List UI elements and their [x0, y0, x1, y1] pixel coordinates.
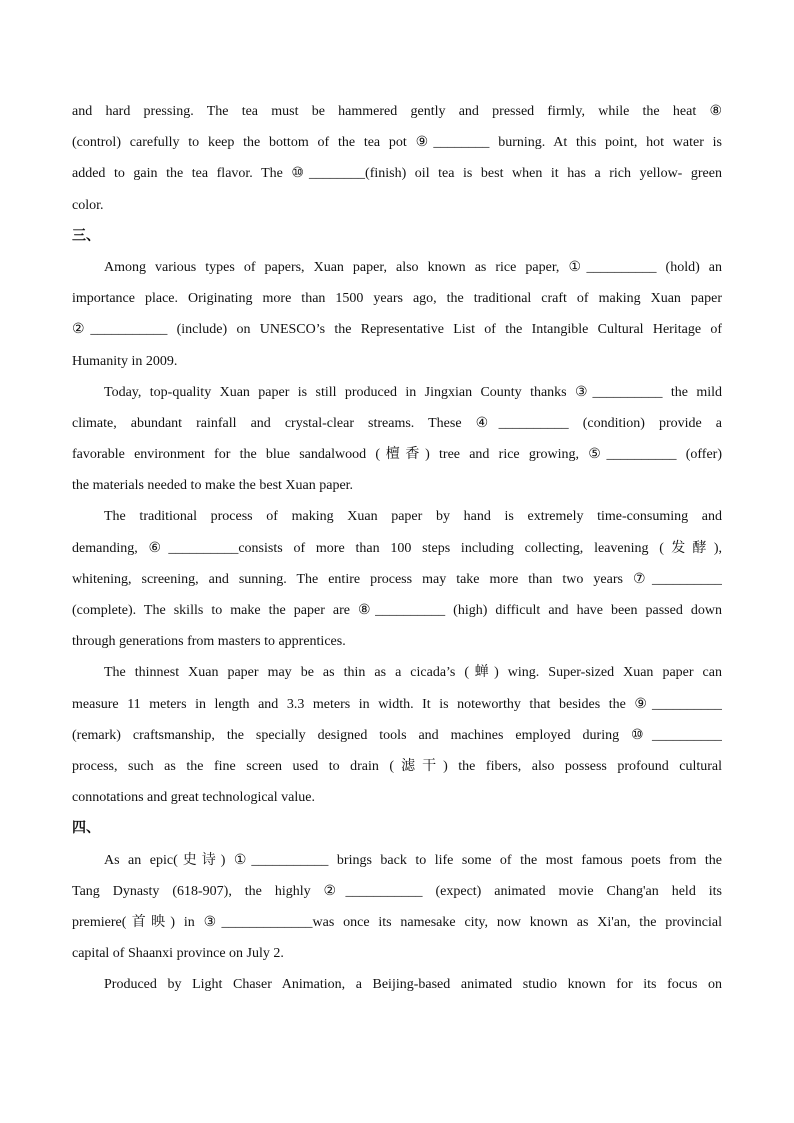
text-line: climate, abundant rainfall and crystal-clear streams. These ④__________ (condition) provide a — [72, 415, 722, 431]
section-3-paragraph-3 — [72, 501, 722, 657]
text-line: the materials needed to make the best Xuan paper. — [72, 478, 354, 494]
text-line: Today, top-quality Xuan paper is still produced in Jingxian County thanks ③__________ the mild — [104, 384, 722, 400]
text-line: and hard pressing. The tea must be hammered gently and pressed firmly, while the heat ⑧ — [72, 104, 722, 119]
text-line: color. — [72, 197, 104, 213]
section-3-paragraph-1 — [72, 252, 722, 377]
section-3-heading: 三、 — [72, 227, 100, 244]
text-line: Humanity in 2009. — [72, 353, 178, 369]
text-line: connotations and great technological value. — [72, 790, 315, 806]
text-line: ②___________ (include) on UNESCO’s the Representative List of the Intangible Cultural Heritage of — [72, 322, 722, 338]
section-2-tail — [72, 96, 722, 221]
text-line: Among various types of papers, Xuan paper, also known as rice paper, ①__________ (hold) an — [104, 259, 722, 275]
text-line: premiere(首映) in ③_____________was once its namesake city, now known as Xi'an, the provincial — [72, 914, 722, 930]
text-line: demanding, ⑥__________consists of more than 100 steps including collecting, leavening (发酵), — [72, 540, 722, 556]
text-line: The traditional process of making Xuan paper by hand is extremely time-consuming and — [104, 509, 722, 525]
text-line: As an epic(史诗) ①___________ brings back to life some of the most famous poets from the — [104, 852, 722, 868]
text-line: The thinnest Xuan paper may be as thin as a cicada’s (蝉) wing. Super-sized Xuan paper can — [104, 665, 722, 681]
text-line: through generations from masters to apprentices. — [72, 634, 346, 650]
text-line: Tang Dynasty (618-907), the highly ②___________ (expect) animated movie Chang'an held its — [72, 883, 722, 899]
section-4-paragraph-1 — [72, 845, 722, 970]
text-line: capital of Shaanxi province on July 2. — [72, 946, 284, 962]
text-line: Produced by Light Chaser Animation, a Beijing-based animated studio known for its focus on — [104, 977, 722, 993]
text-line: process, such as the fine screen used to drain (滤干) the fibers, also possess profound cultural — [72, 758, 722, 774]
text-line: favorable environment for the blue sandalwood (檀香) tree and rice growing, ⑤__________ (offer) — [72, 447, 722, 463]
section-3-paragraph-2 — [72, 377, 722, 502]
text-line: whitening, screening, and sunning. The entire process may take more than two years ⑦__________ — [72, 571, 722, 587]
section-3-paragraph-4 — [72, 657, 722, 813]
text-line: importance place. Originating more than 1500 years ago, the traditional craft of making Xuan paper — [72, 291, 722, 307]
text-line: measure 11 meters in length and 3.3 meters in width. It is noteworthy that besides the ⑨__________ — [72, 696, 722, 712]
document-page — [72, 96, 722, 1000]
text-line: (control) carefully to keep the bottom of the tea pot ⑨________ burning. At this point, hot water is — [72, 135, 722, 151]
section-4-heading: 四、 — [72, 820, 100, 837]
text-line: added to gain the tea flavor. The ⑩________(finish) oil tea is best when it has a rich yellow- green — [72, 166, 722, 182]
text-line: (complete). The skills to make the paper are ⑧__________ (high) difficult and have been passed down — [72, 603, 722, 618]
text-line: (remark) craftsmanship, the specially designed tools and machines employed during ⑩__________ — [72, 727, 722, 743]
section-4-paragraph-2 — [72, 969, 722, 1000]
